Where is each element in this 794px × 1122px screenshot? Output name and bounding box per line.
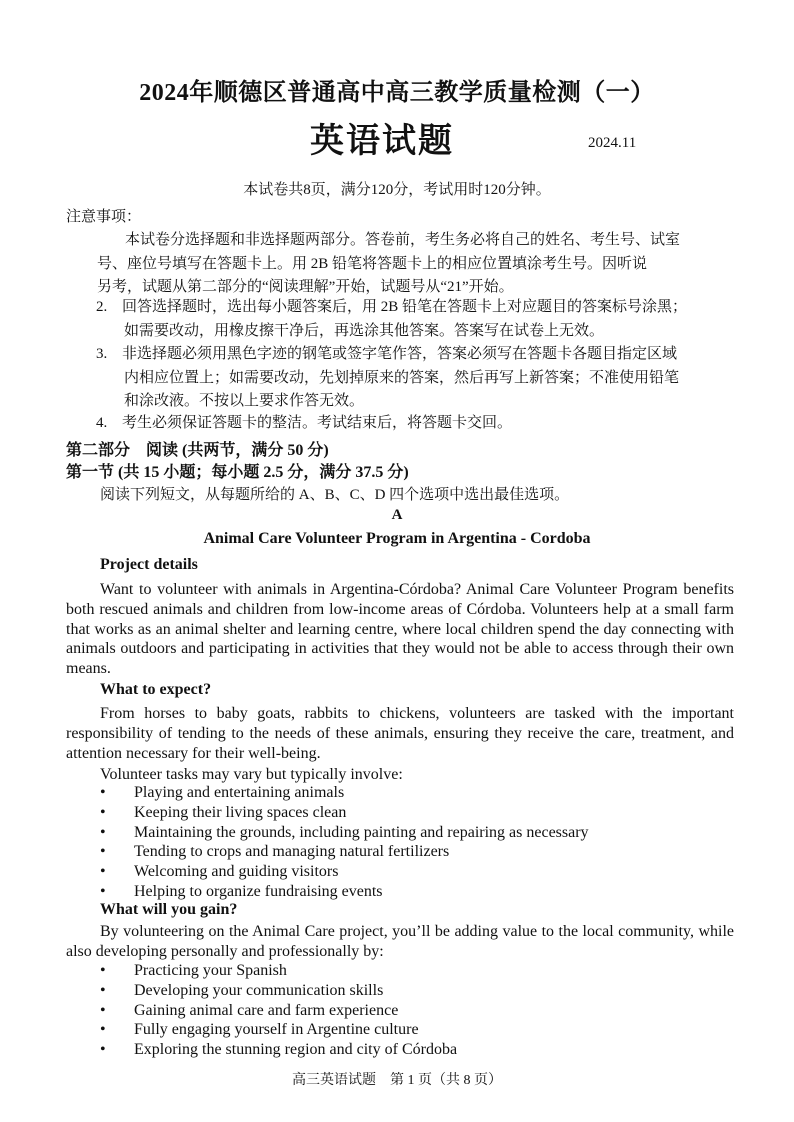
passage-letter: A	[391, 507, 403, 523]
notice-item-3	[96, 343, 736, 414]
project-details-paragraph: Want to volunteer with animals in Argentina-Córdoba? Animal Care Volunteer Program benefits both rescued animals and children from low-income areas of Córdoba. Volunteers help at a small farm that works as an animal shelter and learning centre, where local children spend the day connecting with animals outdoors and participating in activities that they would not be able to access through their own means.	[66, 581, 734, 678]
what-to-expect-heading: What to expect?	[100, 681, 212, 698]
exam-subject-title: 英语试题	[310, 123, 454, 160]
list-item: • Welcoming and guiding visitors	[100, 862, 589, 882]
notice-item-number: 4.	[96, 415, 108, 431]
what-will-you-gain-paragraph: By volunteering on the Animal Care project, you’ll be adding value to the local community, while also developing personally and professionally by:	[66, 923, 734, 960]
notice-item-2	[96, 296, 736, 343]
what-to-expect-paragraph: From horses to baby goats, rabbits to chickens, volunteers are tasked with the important responsibility of tending to the needs of these animals, ensuring they receive the care, treatment, and attention necessary for their well-being.	[66, 705, 734, 762]
list-item: • Maintaining the grounds, including painting and repairing as necessary	[100, 823, 589, 843]
list-item: • Gaining animal care and farm experience	[100, 1001, 457, 1021]
notice-item-line: 号、座位号填写在答题卡上。用 2B 铅笔将答题卡上的相应位置填涂考生号。因听说	[97, 255, 648, 272]
section-instruction: 阅读下列短文，从每题所给的 A、B、C、D 四个选项中选出最佳选项。	[100, 487, 570, 503]
notice-item-line: 非选择题必须用黑色字迹的钢笔或签字笔作答，答案必须写在答题卡各题目指定区域	[122, 346, 678, 362]
exam-title: 2024年顺德区普通高中高三教学质量检测（一）	[139, 80, 655, 106]
project-details-heading: Project details	[100, 556, 198, 573]
list-item: • Practicing your Spanish	[100, 961, 457, 981]
notice-heading: 注意事项：	[66, 209, 142, 225]
notice-item-number: 2.	[96, 299, 108, 315]
part-heading: 第二部分 阅读 (共两节，满分 50 分)	[66, 442, 329, 459]
notice-item-number: 3.	[96, 346, 108, 362]
notice-item-line: 考生必须保证答题卡的整洁。考试结束后，将答题卡交回。	[122, 415, 513, 431]
list-item: • Playing and entertaining animals	[100, 783, 589, 803]
list-item: • Fully engaging yourself in Argentine culture	[100, 1020, 457, 1040]
notice-item-1	[97, 229, 735, 300]
notice-item-line: 本试卷分选择题和非选择题两部分。答卷前，考生务必将自己的姓名、考生号、试室	[125, 232, 681, 248]
notice-item-line: 另考，试题从第二部分的“阅读理解”开始，试题号从“21”开始。	[97, 279, 514, 295]
notice-item-line: 内相应位置上；如需要改动，先划掉原来的答案，然后再写上新答案；不准使用铅笔	[124, 369, 680, 386]
gains-list	[100, 961, 457, 1060]
what-will-you-gain-heading: What will you gain?	[100, 901, 238, 918]
tasks-list	[100, 783, 589, 902]
exam-date: 2024.11	[588, 135, 637, 151]
notice-item-line: 回答选择题时，选出每小题答案后，用 2B 铅笔在答题卡上对应题目的答案标号涂黑；	[122, 299, 688, 315]
notice-item-4	[96, 412, 736, 436]
list-item: • Developing your communication skills	[100, 981, 457, 1001]
section-heading: 第一节 (共 15 小题；每小题 2.5 分，满分 37.5 分)	[66, 464, 409, 481]
page-footer: 高三英语试题 第 1 页（共 8 页）	[292, 1073, 502, 1088]
list-item: • Helping to organize fundraising events	[100, 882, 589, 902]
notice-item-line: 和涂改液。不按以上要求作答无效。	[124, 393, 365, 409]
list-item: • Keeping their living spaces clean	[100, 803, 589, 823]
article-title: Animal Care Volunteer Program in Argentina - Cordoba	[203, 530, 591, 547]
list-item: • Tending to crops and managing natural fertilizers	[100, 842, 589, 862]
exam-info: 本试卷共8页，满分120分，考试用时120分钟。	[243, 182, 551, 198]
tasks-intro: Volunteer tasks may vary but typically involve:	[100, 766, 403, 783]
list-item: • Exploring the stunning region and city of Córdoba	[100, 1040, 457, 1060]
notice-item-line: 如需要改动，用橡皮擦干净后，再选涂其他答案。答案写在试卷上无效。	[124, 322, 605, 339]
